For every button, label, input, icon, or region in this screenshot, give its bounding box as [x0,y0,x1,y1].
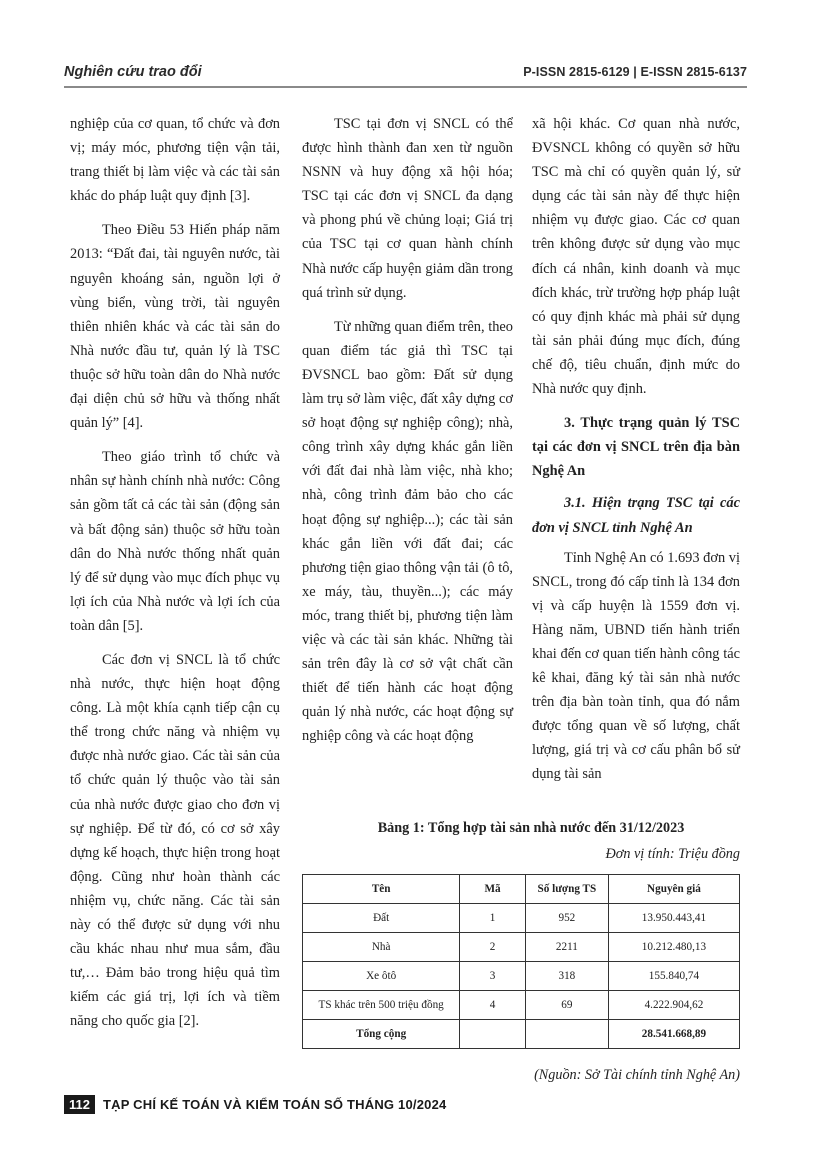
table-cell: TS khác trên 500 triệu đồng [303,991,460,1020]
table-cell: 2211 [525,933,608,962]
total-value: 28.541.668,89 [608,1020,739,1049]
table-cell: 1 [460,904,526,933]
table-total-row [303,1020,740,1049]
column-header: Tên [303,875,460,904]
text-column-1 [70,112,280,1043]
paragraph: Từ những quan điểm trên, theo quan điểm tác giả thì TSC tại ĐVSNCL bao gồm: Đất sử dụng làm trụ sở làm việc, đất xây dựng cơ sở hoạt động sự nghiệp công); nhà, công trình xây dựng khác gắn liền với đất đai nhà làm việc, nhà kho; nhà, công trình đảm bảo cho các hoạt động sự nghiệp...); các tài sản khác gắn liền với đất đai; các phương tiện giao thông vận tải (ô tô, xe máy, tàu, thuyền...); các máy móc, trang thiết bị, phương tiện làm việc và các tài sản khác. Những tài sản trên đây là cơ sở vật chất cần thiết để tiến hành các hoạt động quản lý nhà nước, các hoạt động sự nghiệp công và các hoạt động [302,318,513,745]
table-source: (Nguồn: Sở Tài chính tỉnh Nghệ An) [534,1067,740,1083]
section-label: Nghiên cứu trao đổi [64,64,202,80]
table-cell: 952 [525,904,608,933]
table-cell: 318 [525,962,608,991]
journal-name: TẠP CHÍ KẾ TOÁN VÀ KIỂM TOÁN SỐ THÁNG 10/2024 [102,1096,447,1112]
table-cell [525,1020,608,1049]
table-cell: 69 [525,991,608,1020]
table-cell: Đất [303,904,460,933]
text-column-3 [532,112,740,797]
asset-table-block [302,818,740,1085]
table-cell: Xe ôtô [303,962,460,991]
total-label: Tổng cộng [303,1020,460,1049]
table-cell: Nhà [303,933,460,962]
table-row [303,933,740,962]
table-row [303,904,740,933]
paragraph: Tỉnh Nghệ An có 1.693 đơn vị SNCL, trong đó cấp tỉnh là 134 đơn vị và cấp huyện là 1559 đơn vị. Hàng năm, UBND tiến hành triển khai đến cơ quan tiến hành công tác kê khai, đăng ký tài sản nhà nước trên địa bàn toàn tỉnh, qua đó nắm được tổng quan về số lượng, chất lượng, giá trị và cơ cấu phân bổ sử dụng tài sản [532,549,740,783]
paragraph: Theo Điều 53 Hiến pháp năm 2013: “Đất đai, tài nguyên nước, tài nguyên khoáng sản, nguồn lợi ở vùng biển, vùng trời, tài nguyên thiên nhiên khác và các tài sản do Nhà nước đầu tư, quản lý là TSC thuộc sở hữu toàn dân do Nhà nước đại diện chủ sở hữu và thống nhất quản lý” [4]. [70,222,280,432]
paragraph: Theo giáo trình tổ chức và nhân sự hành chính nhà nước: Công sản gồm tất cả các tài sản (động sản và bất động sản) thuộc sở hữu toàn dân do Nhà nước thống nhất quản lý để sử dụng vào mục đích phục vụ lợi ích của Nhà nước và lợi ích của toàn dân [5]. [70,449,280,634]
paragraph: Các đơn vị SNCL là tổ chức nhà nước, thực hiện hoạt động công. Là một khía cạnh tiếp cận cụ thể trong chức năng và nhiệm vụ được nhà nước giao. Các tài sản của tổ chức quản lý thuộc vào tài sản của nhà nước được giao cho đơn vị sự nghiệp. Để từ đó, có cơ sở xây dựng kế hoạch, thực hiện trong hoạt động. Cũng như hoàn thành các nhiệm vụ, chức năng. Các tài sản này có thể được sử dụng với nhu cầu khác nhau như mua sắm, đầu tư,… Đảm bảo trong hiệu quả tìm kiếm các giá trị, lợi ích và tiềm năng cho quốc gia [2]. [70,651,280,1030]
table-row [303,991,740,1020]
table-cell: 2 [460,933,526,962]
table-cell: 10.212.480,13 [608,933,739,962]
subsection-heading: 3.1. Hiện trạng TSC tại các đơn vị SNCL tỉnh Nghệ An [532,495,740,536]
text-column-2 [302,112,513,758]
table-cell: 4.222.904,62 [608,991,739,1020]
asset-table [302,874,740,1049]
column-header: Mã [460,875,526,904]
table-cell: 4 [460,991,526,1020]
table-unit: Đơn vị tính: Triệu đồng [605,846,740,862]
paragraph: TSC tại đơn vị SNCL có thể được hình thành đan xen từ nguồn NSNN và huy động xã hội hóa; TSC tại các đơn vị SNCL đa dạng và phong phú về chủng loại; Giá trị của TSC tại cơ quan hành chính Nhà nước cấp huyện giảm dần trong quá trình sử dụng. [302,116,513,301]
column-header: Số lượng TS [525,875,608,904]
paragraph: nghiệp của cơ quan, tổ chức và đơn vị; máy móc, phương tiện vận tải, trang thiết bị làm việc và các tài sản khác do pháp luật quy định [3]. [70,116,280,205]
table-cell: 13.950.443,41 [608,904,739,933]
issn-label: P-ISSN 2815-6129 | E-ISSN 2815-6137 [523,65,747,79]
table-title: Bảng 1: Tổng hợp tài sản nhà nước đến 31/12/2023 [377,820,685,836]
table-cell: 155.840,74 [608,962,739,991]
table-cell: 3 [460,962,526,991]
page-header [64,62,747,88]
table-header-row [303,875,740,904]
column-header: Nguyên giá [608,875,739,904]
paragraph: xã hội khác. Cơ quan nhà nước, ĐVSNCL không có quyền sở hữu TSC mà chỉ có quyền quản lý, sử dụng các tài sản này để thực hiện nhiệm vụ được giao. Các cơ quan trên không được sử dụng vào mục đích cá nhân, kinh doanh và mục đích khác, trừ trường hợp pháp luật có quy định khác mà phải sử dụng tài sản phải đúng mục đích, đúng chế độ, tiêu chuẩn, định mức do Nhà nước quy định. [532,116,740,398]
table-cell [460,1020,526,1049]
table-row [303,962,740,991]
page-footer [64,1093,446,1115]
section-heading: 3. Thực trạng quản lý TSC tại các đơn vị SNCL trên địa bàn Nghệ An [532,415,740,480]
page-number: 112 [64,1095,95,1114]
